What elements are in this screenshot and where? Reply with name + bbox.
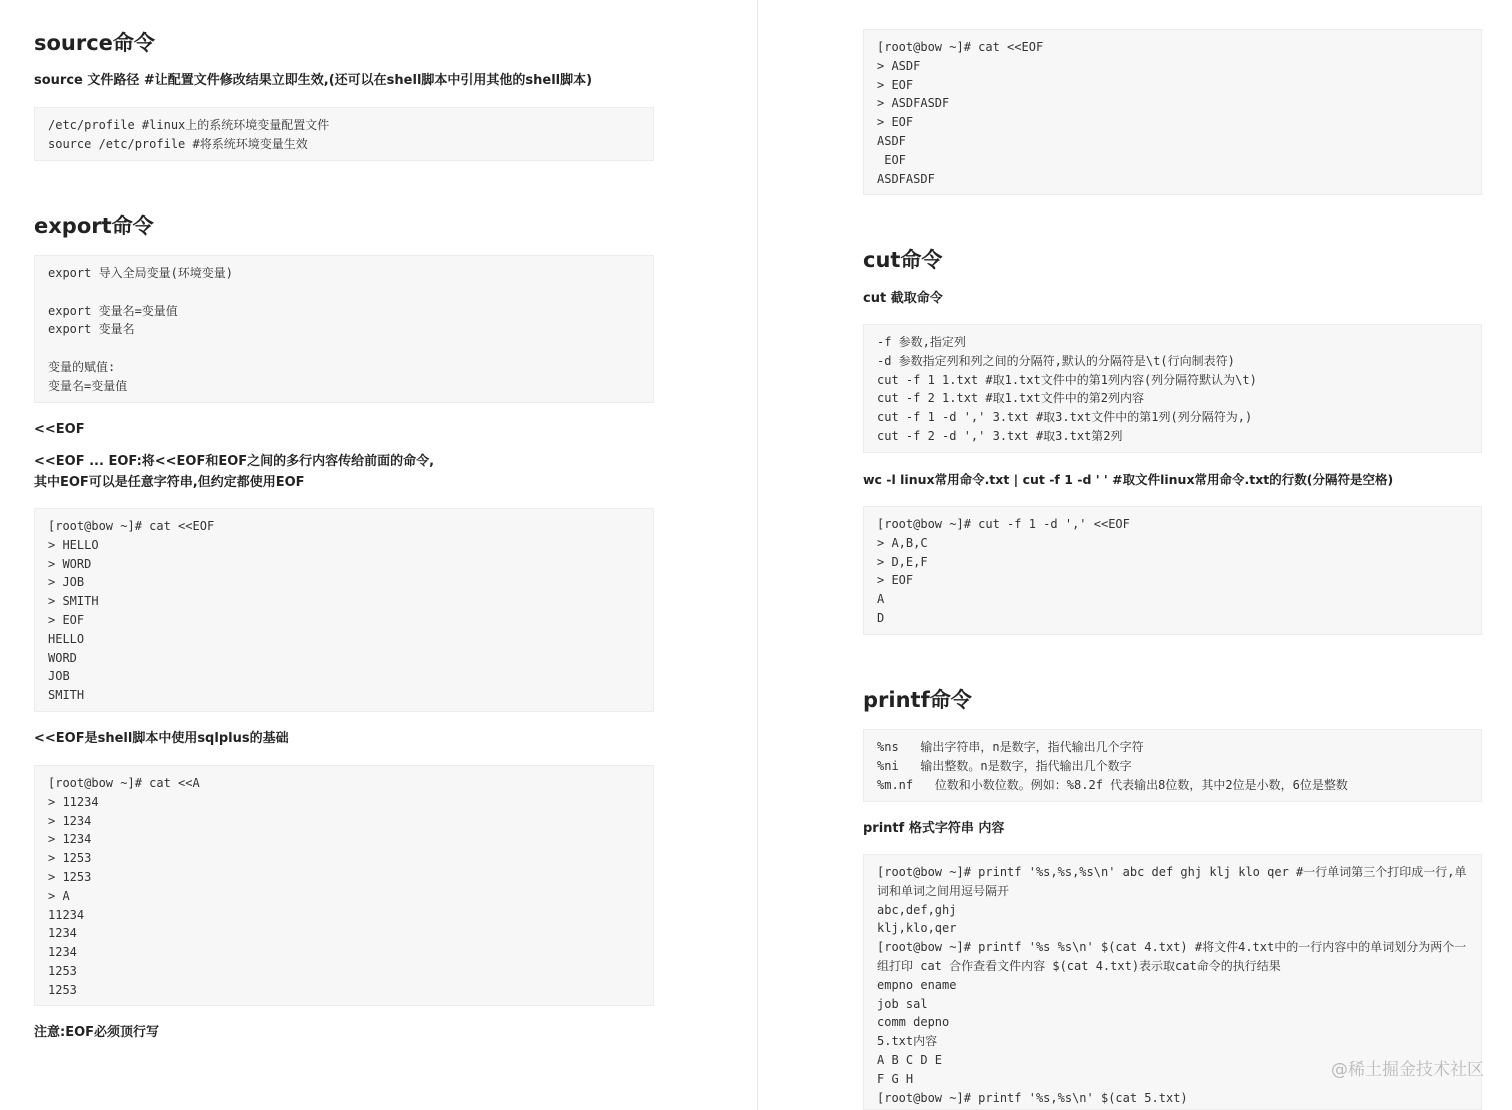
code-line: > WORD	[48, 556, 92, 571]
printf-heading: printf命令	[863, 688, 972, 712]
code-line: 1234	[48, 945, 77, 960]
eof-title: <<EOF	[34, 422, 85, 437]
code-line: WORD	[48, 650, 77, 665]
code-line: klj,klo,qer	[877, 921, 957, 936]
code-line: source /etc/profile #将系统环境变量生效	[48, 136, 308, 151]
watermark: @稀土掘金技术社区	[1331, 1060, 1484, 1080]
code-line: D	[877, 610, 885, 625]
code-line: %ns 输出字符串，n是数字，指代输出几个字符	[877, 740, 1144, 754]
code-line: JOB	[48, 669, 70, 684]
code-line: [root@bow ~]# printf '%s %s\n' $(cat 4.txt) #将文件4.txt中的一行内容中的单词划分为两个一组打印 cat 合作查看文件内容 $(cat 4.txt)表示取cat命令的执行结果	[877, 940, 1467, 973]
code-line: -d 参数指定列和列之间的分隔符,默认的分隔符是\t(行向制表符)	[877, 353, 1235, 368]
cut-heading: cut命令	[863, 248, 943, 272]
code-line: > EOF	[48, 612, 85, 627]
code-line: export 变量名=变量值	[48, 303, 178, 318]
code-line: export 导入全局变量(环境变量)	[48, 266, 234, 280]
code-line: > 1234	[48, 832, 92, 847]
code-line: 1253	[48, 982, 77, 997]
code-line: HELLO	[48, 631, 85, 646]
cut-description: cut 截取命令	[863, 291, 943, 306]
wc-description: wc -l linux常用命令.txt | cut -f 1 -d ' ' #取文件linux常用命令.txt的行数(分隔符是空格)	[863, 472, 1394, 487]
code-line: > EOF	[877, 573, 914, 588]
printf-description: printf 格式字符串 内容	[863, 821, 1005, 836]
code-line: SMITH	[48, 688, 85, 703]
code-line: cut -f 1 1.txt #取1.txt文件中的第1列内容(列分隔符默认为\t)	[877, 372, 1257, 387]
eof-description-line-1: <<EOF ... EOF:将<<EOF和EOF之间的多行内容传给前面的命令,	[34, 454, 435, 469]
code-line: > 1234	[48, 813, 92, 828]
code-line: ASDFASDF	[877, 171, 935, 186]
code-line: cut -f 2 1.txt #取1.txt文件中的第2列内容	[877, 391, 1144, 406]
code-line: > D,E,F	[877, 554, 928, 569]
code-line: -f 参数,指定列	[877, 335, 966, 349]
code-line: /etc/profile #linux上的系统环境变量配置文件	[48, 118, 330, 132]
code-line	[48, 283, 640, 302]
code-line: [root@bow ~]# printf '%s,%s\n' $(cat 5.txt)	[877, 1090, 1188, 1105]
cut-code-block	[863, 324, 1482, 453]
code-line: [root@bow ~]# cat <<EOF	[48, 519, 215, 533]
export-code-block	[34, 255, 654, 403]
code-line: %m.nf 位数和小数位数。例如：%8.2f 代表输出8位数，其中2位是小数，6位是整数	[877, 777, 1348, 792]
code-line: > A	[48, 888, 70, 903]
code-line: A	[877, 592, 885, 607]
source-heading: source命令	[34, 31, 155, 55]
sqlplus-description: <<EOF是shell脚本中使用sqlplus的基础	[34, 731, 289, 746]
code-line: 变量的赋值:	[48, 359, 116, 374]
code-line: > SMITH	[48, 594, 99, 609]
code-line: abc,def,ghj	[877, 902, 957, 917]
eof-example-code-block	[863, 29, 1482, 195]
code-line: F G H	[877, 1071, 914, 1086]
source-code-block	[34, 107, 654, 161]
printf-format-code-block	[863, 729, 1482, 802]
code-line: comm depno	[877, 1015, 950, 1030]
code-line: > 11234	[48, 794, 99, 809]
code-line: empno ename	[877, 977, 957, 992]
code-line: > A,B,C	[877, 535, 928, 550]
cut-example-code-block	[863, 506, 1482, 635]
code-line: A B C D E	[877, 1052, 943, 1067]
code-line: > JOB	[48, 575, 85, 590]
code-line: cut -f 1 -d ',' 3.txt #取3.txt文件中的第1列(列分隔符为,)	[877, 410, 1253, 425]
code-line: > EOF	[877, 77, 914, 92]
column-divider	[757, 0, 758, 1110]
code-line: export 变量名	[48, 322, 135, 337]
code-line: 11234	[48, 907, 85, 922]
eof-description-line-2: 其中EOF可以是任意字符串,但约定都使用EOF	[34, 475, 305, 490]
code-line: > 1253	[48, 851, 92, 866]
code-line: [root@bow ~]# cat <<A	[48, 776, 200, 790]
code-line: 5.txt内容	[877, 1034, 938, 1049]
code-line: 1234	[48, 926, 77, 941]
eof-note: 注意:EOF必须顶行写	[34, 1025, 160, 1040]
code-line: > ASDF	[877, 58, 921, 73]
export-heading: export命令	[34, 214, 154, 238]
code-line: ASDF	[877, 133, 906, 148]
eof-code-block	[34, 508, 654, 712]
code-line: EOF	[877, 152, 906, 167]
source-description: source 文件路径 #让配置文件修改结果立即生效,(还可以在shell脚本中引用其他的shell脚本)	[34, 73, 593, 88]
code-line: 变量名=变量值	[48, 378, 128, 393]
code-line: [root@bow ~]# printf '%s,%s,%s\n' abc def ghj klj klo qer #一行单词第三个打印成一行,单词和单词之间用逗号隔开	[877, 865, 1467, 898]
code-line: > ASDFASDF	[877, 96, 950, 111]
code-line: [root@bow ~]# cut -f 1 -d ',' <<EOF	[877, 517, 1130, 531]
code-line: [root@bow ~]# cat <<EOF	[877, 40, 1044, 54]
code-line: cut -f 2 -d ',' 3.txt #取3.txt第2列	[877, 428, 1123, 443]
code-line: 1253	[48, 963, 77, 978]
code-line: > 1253	[48, 869, 92, 884]
code-line: > EOF	[877, 115, 914, 130]
code-line: %ni 输出整数。n是数字，指代输出几个数字	[877, 758, 1132, 773]
code-line: > HELLO	[48, 537, 99, 552]
code-line	[48, 339, 640, 358]
code-line: job sal	[877, 996, 928, 1011]
eof-a-code-block	[34, 765, 654, 1006]
